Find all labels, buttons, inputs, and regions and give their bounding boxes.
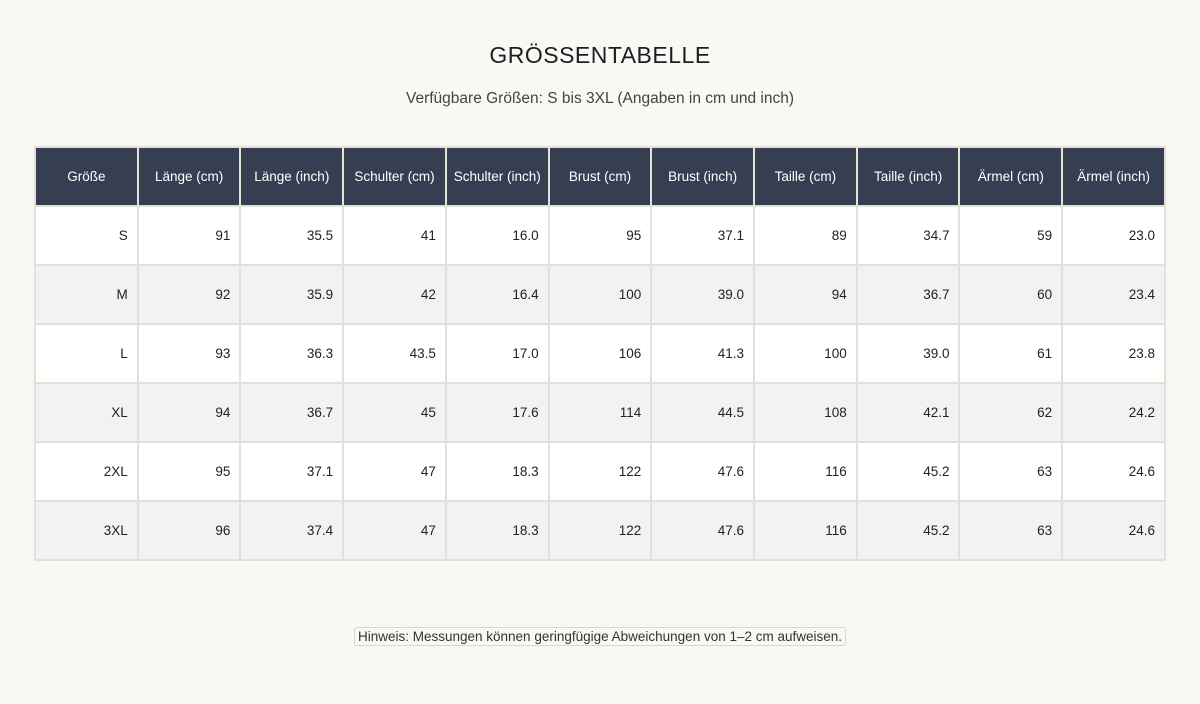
table-cell: 39.0 <box>857 324 960 383</box>
header-cell-aermel-cm: Ärmel (cm) <box>959 147 1062 206</box>
note-container <box>0 627 1200 646</box>
table-cell: 89 <box>754 206 857 265</box>
size-label-cell: XL <box>35 383 138 442</box>
table-row <box>35 501 1165 560</box>
header-cell-aermel-inch: Ärmel (inch) <box>1062 147 1165 206</box>
table-cell: 108 <box>754 383 857 442</box>
size-label-cell: M <box>35 265 138 324</box>
table-cell: 43.5 <box>343 324 446 383</box>
table-cell: 45 <box>343 383 446 442</box>
table-cell: 93 <box>138 324 241 383</box>
table-cell: 114 <box>549 383 652 442</box>
table-cell: 47 <box>343 501 446 560</box>
table-cell: 34.7 <box>857 206 960 265</box>
table-cell: 116 <box>754 501 857 560</box>
header-cell-brust-cm: Brust (cm) <box>549 147 652 206</box>
table-cell: 60 <box>959 265 1062 324</box>
table-cell: 17.0 <box>446 324 549 383</box>
header-cell-laenge-inch: Länge (inch) <box>240 147 343 206</box>
size-label-cell: 2XL <box>35 442 138 501</box>
size-label-cell: S <box>35 206 138 265</box>
table-cell: 41.3 <box>651 324 754 383</box>
table-cell: 96 <box>138 501 241 560</box>
table-cell: 47.6 <box>651 442 754 501</box>
table-cell: 47.6 <box>651 501 754 560</box>
table-cell: 62 <box>959 383 1062 442</box>
size-table-header <box>35 147 1165 206</box>
header-cell-taille-cm: Taille (cm) <box>754 147 857 206</box>
header-cell-brust-inch: Brust (inch) <box>651 147 754 206</box>
page-subtitle: Verfügbare Größen: S bis 3XL (Angaben in cm und inch) <box>405 90 794 107</box>
table-cell: 63 <box>959 501 1062 560</box>
table-cell: 44.5 <box>651 383 754 442</box>
table-cell: 122 <box>549 501 652 560</box>
header-row <box>35 147 1165 206</box>
table-cell: 18.3 <box>446 442 549 501</box>
table-cell: 37.1 <box>240 442 343 501</box>
table-cell: 18.3 <box>446 501 549 560</box>
table-cell: 91 <box>138 206 241 265</box>
table-cell: 23.4 <box>1062 265 1165 324</box>
size-label-cell: 3XL <box>35 501 138 560</box>
table-cell: 100 <box>754 324 857 383</box>
table-cell: 92 <box>138 265 241 324</box>
table-cell: 36.7 <box>857 265 960 324</box>
header-cell-schulter-cm: Schulter (cm) <box>343 147 446 206</box>
table-cell: 36.3 <box>240 324 343 383</box>
size-table <box>34 146 1166 561</box>
table-cell: 16.0 <box>446 206 549 265</box>
table-cell: 45.2 <box>857 442 960 501</box>
header-cell-groesse: Größe <box>35 147 138 206</box>
table-cell: 94 <box>138 383 241 442</box>
size-label-cell: L <box>35 324 138 383</box>
table-cell: 42 <box>343 265 446 324</box>
table-row <box>35 383 1165 442</box>
table-cell: 61 <box>959 324 1062 383</box>
table-cell: 63 <box>959 442 1062 501</box>
table-cell: 24.2 <box>1062 383 1165 442</box>
table-cell: 94 <box>754 265 857 324</box>
table-cell: 36.7 <box>240 383 343 442</box>
table-row <box>35 265 1165 324</box>
table-cell: 39.0 <box>651 265 754 324</box>
table-cell: 23.8 <box>1062 324 1165 383</box>
header-cell-laenge-cm: Länge (cm) <box>138 147 241 206</box>
table-cell: 41 <box>343 206 446 265</box>
table-row <box>35 442 1165 501</box>
measurement-note: Hinweis: Messungen können geringfügige Abweichungen von 1–2 cm aufweisen. <box>354 627 846 646</box>
table-row <box>35 206 1165 265</box>
table-cell: 106 <box>549 324 652 383</box>
header-cell-taille-inch: Taille (inch) <box>857 147 960 206</box>
table-cell: 35.9 <box>240 265 343 324</box>
table-row <box>35 324 1165 383</box>
table-cell: 100 <box>549 265 652 324</box>
table-cell: 37.1 <box>651 206 754 265</box>
table-cell: 95 <box>549 206 652 265</box>
header-cell-schulter-inch: Schulter (inch) <box>446 147 549 206</box>
page-title: GRÖSSENTABELLE <box>489 42 711 68</box>
table-cell: 59 <box>959 206 1062 265</box>
table-cell: 95 <box>138 442 241 501</box>
table-cell: 42.1 <box>857 383 960 442</box>
table-cell: 47 <box>343 442 446 501</box>
table-cell: 24.6 <box>1062 501 1165 560</box>
table-cell: 35.5 <box>240 206 343 265</box>
table-cell: 37.4 <box>240 501 343 560</box>
size-table-body <box>35 206 1165 560</box>
table-cell: 116 <box>754 442 857 501</box>
table-cell: 45.2 <box>857 501 960 560</box>
table-cell: 16.4 <box>446 265 549 324</box>
table-cell: 17.6 <box>446 383 549 442</box>
table-cell: 122 <box>549 442 652 501</box>
table-cell: 23.0 <box>1062 206 1165 265</box>
table-cell: 24.6 <box>1062 442 1165 501</box>
